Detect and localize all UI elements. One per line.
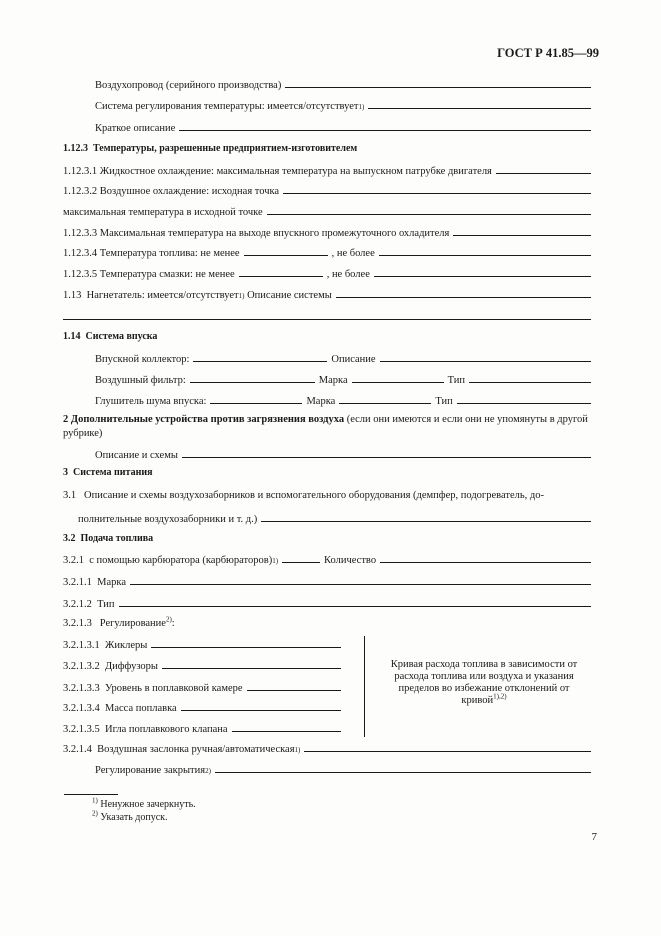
row-3-2-1: 3.2.1 с помощью карбюратора (карбюраторов) 1) Количество: [63, 552, 591, 567]
section-2-paragraph: [63, 413, 595, 441]
row-1-12-3-1: [63, 163, 591, 178]
row-1-12-3-2: [63, 183, 591, 198]
air-duct-label: Воздухопровод (серийного производства): [95, 80, 282, 91]
item-label: Уровень в поплавковой камере: [105, 683, 243, 694]
quantity-field[interactable]: [380, 552, 591, 563]
section-title: Температуры, разрешенные предприятием-изготовителем: [93, 143, 358, 154]
fuel-temp-min-field[interactable]: [244, 245, 328, 256]
item-number: 1.12.3.1: [63, 166, 98, 177]
standard-header: ГОСТ Р 41.85—99: [497, 46, 599, 60]
supercharger-desc-continuation[interactable]: [63, 309, 591, 320]
intercooler-temp-field[interactable]: [453, 225, 591, 236]
brand-label: Марка: [306, 396, 336, 407]
air-duct-row: [95, 77, 591, 92]
item-label: Тип: [97, 599, 115, 610]
air-filter-brand-field[interactable]: [352, 372, 444, 383]
item-number: 3.1: [63, 490, 77, 501]
item-label: Регулирование: [99, 618, 166, 629]
section-number: 1.14: [63, 331, 81, 342]
item-number: 1.12.3.3: [63, 228, 98, 239]
intake-equipment-field[interactable]: [261, 511, 591, 522]
section-title: Дополнительные устройства против загрязнения воздуха: [70, 414, 345, 425]
silencer-field[interactable]: [210, 393, 302, 404]
footnote-text: Ненужное зачеркнуть.: [100, 799, 196, 810]
silencer-type-field[interactable]: [457, 393, 591, 404]
oil-temp-max-field[interactable]: [374, 266, 591, 277]
footnote-label: 1): [92, 796, 98, 805]
intake-manifold-row: [95, 351, 591, 366]
section-title: Система впуска: [85, 331, 158, 342]
intake-manifold-label: Впускной коллектор:: [95, 354, 190, 365]
fuel-curve-note: [386, 659, 582, 707]
section-1-12-3-heading: [63, 142, 357, 155]
float-level-field[interactable]: [247, 680, 341, 691]
section-number: 3.2: [63, 533, 76, 544]
closing-reg-row: Регулирование закрытия 2): [95, 762, 591, 777]
item-label: Воздушное охлаждение: исходная точка: [99, 186, 280, 197]
silencer-brand-field[interactable]: [339, 393, 431, 404]
item-label: Игла поплавкового клапана: [105, 724, 228, 735]
item-label: Температура топлива: не менее: [99, 248, 240, 259]
not-more-label: , не более: [326, 269, 370, 280]
quantity-label: Количество: [324, 555, 377, 566]
grouping-brace: [364, 636, 365, 737]
choke-field[interactable]: [304, 741, 591, 752]
item-number: 3.2.1.3.2: [63, 661, 100, 672]
item-label: Воздушная заслонка ручная/автоматическая: [97, 744, 295, 755]
carburetor-field[interactable]: [282, 552, 320, 563]
item-number: 1.12.3.5: [63, 269, 98, 280]
section-number: 1.12.3: [63, 143, 88, 154]
row-3-2-1-1: [63, 574, 591, 589]
closing-reg-field[interactable]: [215, 762, 591, 773]
item-number: 3.2.1.1: [63, 577, 92, 588]
row-3-2-1-3-4: [63, 700, 341, 715]
item-number: 3.2.1: [63, 555, 84, 566]
air-duct-field[interactable]: [285, 77, 591, 88]
supercharger-desc-field[interactable]: [336, 287, 591, 298]
item-label: Описание и схемы воздухозаборников и вспомогательного оборудования (демпфер, подогреватель, до-: [84, 490, 544, 501]
row-3-2-1-3-1: [63, 637, 341, 652]
air-filter-row: [95, 372, 591, 387]
item-label: Масса поплавка: [105, 703, 177, 714]
jets-field[interactable]: [151, 637, 341, 648]
section-2-rest: (если они имеются и если они не упомянуты в другой рубрике): [63, 414, 588, 439]
carburetor-brand-field[interactable]: [130, 574, 591, 585]
intake-silencer-label: Глушитель шума впуска:: [95, 396, 207, 407]
item-number: 3.2.1.3: [63, 618, 92, 629]
section-1-14-heading: [63, 330, 157, 343]
row-3-2-1-3-5: [63, 721, 341, 736]
row-3-1-a: [63, 489, 544, 502]
desc-schemes-field[interactable]: [182, 447, 591, 458]
footnote-text: Указать допуск.: [100, 812, 168, 823]
footnote-separator: [64, 794, 118, 795]
liquid-cooling-field[interactable]: [496, 163, 591, 174]
section-3-2-heading: [63, 532, 153, 545]
desc-schemes-row: [95, 447, 591, 462]
row-1-12-3-3: [63, 225, 591, 240]
brief-desc-label: Краткое описание: [95, 123, 176, 134]
item-number: 3.2.1.3.4: [63, 703, 100, 714]
air-filter-label: Воздушный фильтр:: [95, 375, 186, 386]
fuel-temp-max-field[interactable]: [379, 245, 591, 256]
footnote-1: [92, 798, 196, 811]
type-label: Тип: [435, 396, 453, 407]
closing-reg-label: Регулирование закрытия: [95, 765, 206, 776]
item-label: Жидкостное охлаждение: максимальная температура на выпускном патрубке двигателя: [99, 166, 492, 177]
item-label: Марка: [97, 577, 126, 588]
section-number: 2: [63, 414, 69, 425]
row-3-2-1-3-2: [63, 658, 341, 673]
brief-desc-field[interactable]: [179, 120, 591, 131]
page-number: 7: [591, 831, 597, 843]
max-temp-ref-field[interactable]: [267, 204, 591, 215]
item-number: 1.13: [63, 290, 82, 301]
item-number: 3.2.1.3.3: [63, 683, 100, 694]
item-label: Температура смазки: не менее: [99, 269, 235, 280]
row-3-1-b: [78, 511, 591, 526]
item-label: Диффузоры: [105, 661, 158, 672]
item-number: 3.2.1.3.5: [63, 724, 100, 735]
max-temp-ref-row: [63, 204, 591, 219]
section-title: Подача топлива: [80, 533, 154, 544]
desc-schemes-label: Описание и схемы: [95, 450, 178, 461]
air-cooling-ref-point-field[interactable]: [283, 183, 591, 194]
row-3-2-1-4: 3.2.1.4 Воздушная заслонка ручная/автоматическая 1): [63, 741, 591, 756]
row-1-12-3-4: [63, 245, 591, 260]
temp-reg-label: Система регулирования температуры: имеется/отсутствует: [95, 101, 359, 112]
footnote-ref: 1),2): [493, 692, 507, 701]
air-filter-type-field[interactable]: [469, 372, 591, 383]
row-3-2-1-3: 3.2.1.3 Регулирование$^{2)}$:: [63, 615, 175, 629]
section-3-heading: [63, 466, 153, 479]
brief-desc-row: [95, 120, 591, 135]
description-label: Описание: [331, 354, 376, 365]
row-1-12-3-5: [63, 266, 591, 281]
footnote-2: [92, 811, 168, 824]
row-1-13: 1.13 Нагнетатель: имеется/отсутствует 1) Описание системы: [63, 287, 591, 302]
section-title: Система питания: [73, 467, 153, 478]
item-number: 3.2.1.4: [63, 744, 92, 755]
fuel-curve-text: Кривая расхода топлива в зависимости от расхода топлива или воздуха и указания пределов во избежание отклонений от кривой: [390, 659, 578, 706]
item-label: Жиклеры: [105, 640, 148, 651]
footnote-ref: 2): [165, 615, 172, 624]
carburetor-type-field[interactable]: [119, 596, 591, 607]
not-more-label: , не более: [331, 248, 375, 259]
item-number: 3.2.1.2: [63, 599, 92, 610]
intake-silencer-row: [95, 393, 591, 408]
temp-reg-row: Система регулирования температуры: имеется/отсутствует 1): [95, 98, 591, 113]
float-needle-field[interactable]: [232, 721, 341, 732]
air-filter-field[interactable]: [190, 372, 315, 383]
temp-reg-field[interactable]: [368, 98, 591, 109]
footnote-label: 2): [92, 809, 98, 818]
row-3-2-1-2: [63, 596, 591, 611]
diffusers-field[interactable]: [162, 658, 341, 669]
item-number: 1.12.3.2: [63, 186, 98, 197]
oil-temp-min-field[interactable]: [239, 266, 323, 277]
system-desc-label: Описание системы: [247, 290, 332, 301]
brand-label: Марка: [318, 375, 348, 386]
intake-desc-field[interactable]: [380, 351, 591, 362]
max-temp-ref-label: максимальная температура в исходной точке: [63, 207, 263, 218]
item-number: 3.2.1.3.1: [63, 640, 100, 651]
item-label: Максимальная температура на выходе впускного промежуточного охладителя: [99, 228, 450, 239]
float-mass-field[interactable]: [181, 700, 341, 711]
row-3-2-1-3-3: [63, 680, 341, 695]
item-label-cont: полнительные воздухозаборники и т. д.): [78, 514, 258, 525]
item-label: с помощью карбюратора (карбюраторов): [89, 555, 273, 566]
intake-manifold-field[interactable]: [193, 351, 327, 362]
type-label: Тип: [447, 375, 465, 386]
section-number: 3: [63, 467, 68, 478]
item-label: Нагнетатель: имеется/отсутствует: [86, 290, 239, 301]
item-number: 1.12.3.4: [63, 248, 98, 259]
